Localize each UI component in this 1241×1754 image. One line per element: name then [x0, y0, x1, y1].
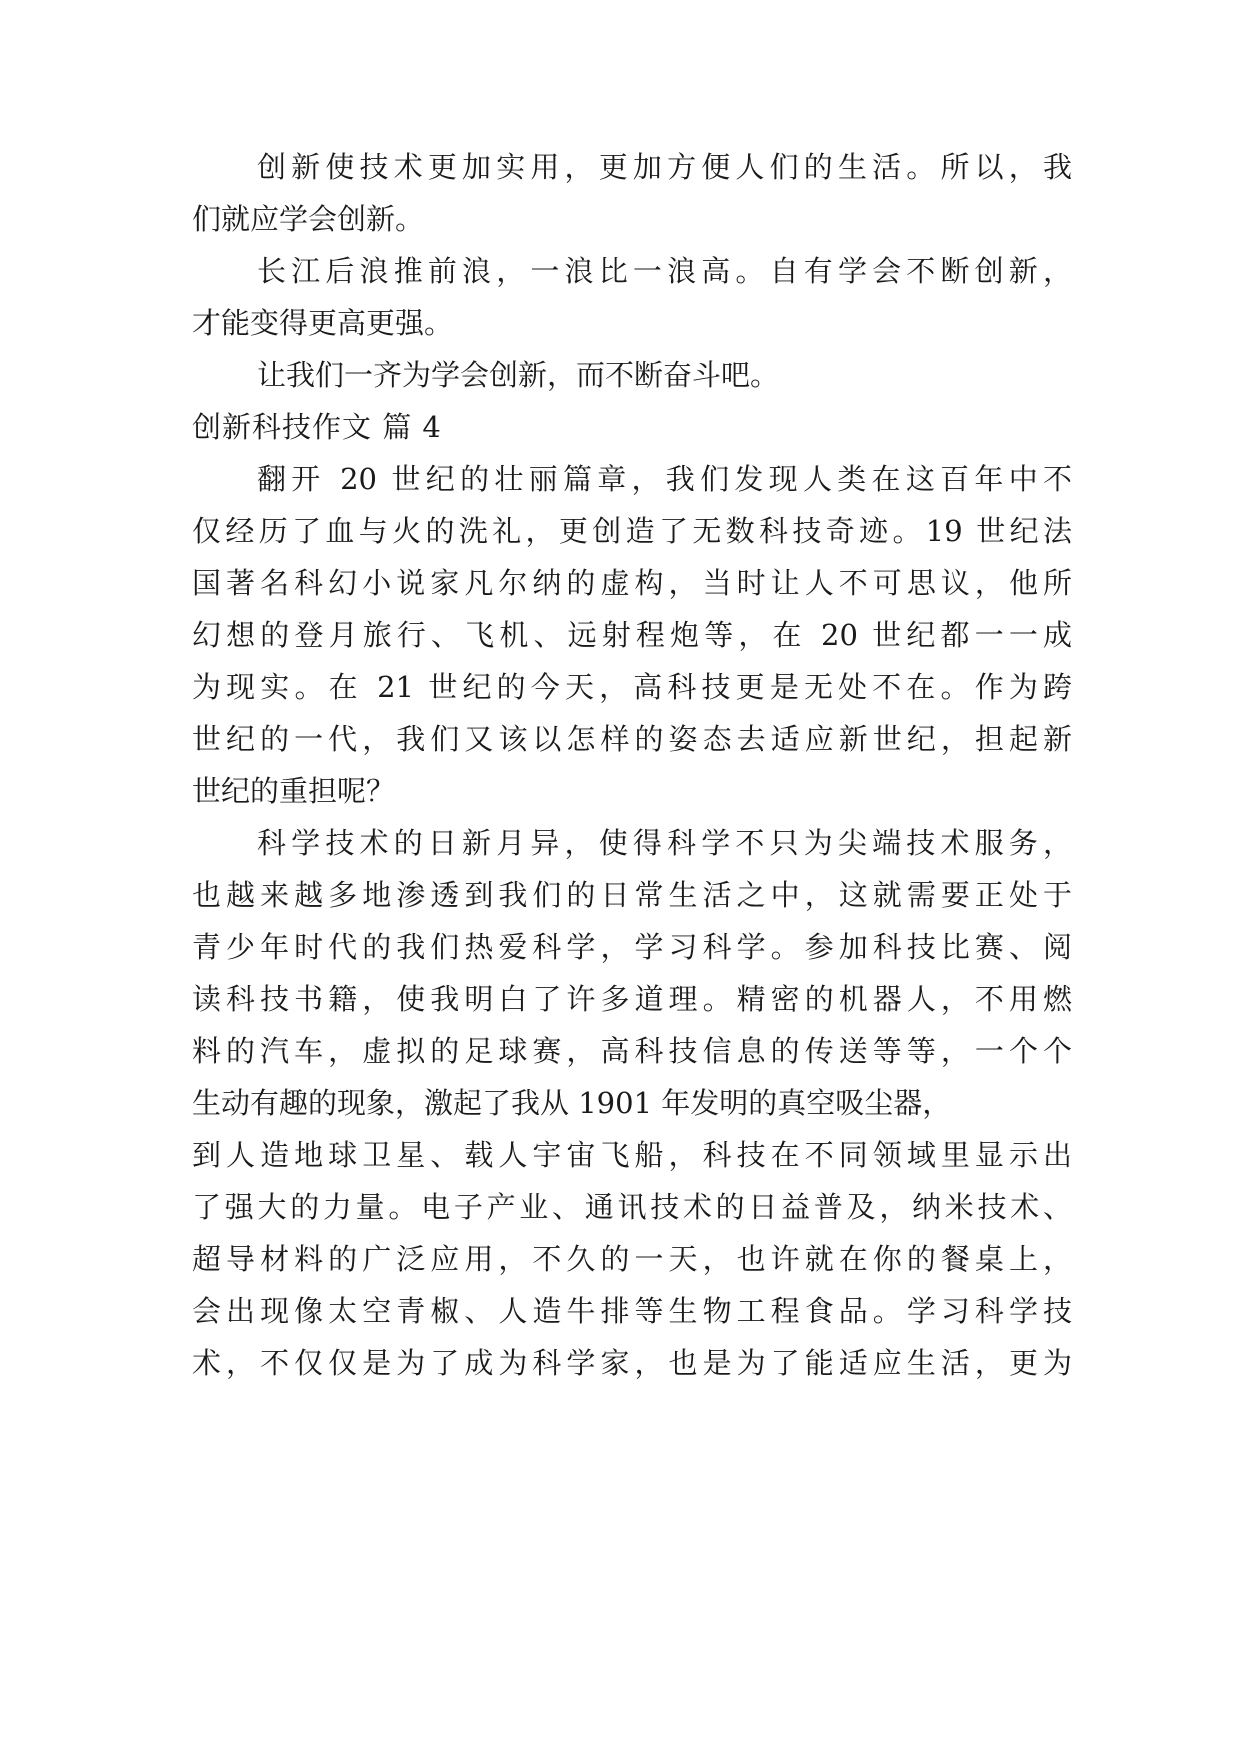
paragraph-line: 幻想的登月旅行、飞机、远射程炮等，在 20 世纪都一一成 [192, 618, 1072, 652]
paragraph-line: 也越来越多地渗透到我们的日常生活之中，这就需要正处于 [192, 878, 1072, 912]
paragraph-line: 长江后浪推前浪，一浪比一浪高。自有学会不断创新， [257, 254, 1072, 288]
paragraph-line: 世纪的重担呢？ [192, 774, 396, 808]
paragraph-line: 们就应学会创新。 [192, 202, 425, 236]
paragraph-line: 了强大的力量。电子产业、通讯技术的日益普及，纳米技术、 [192, 1190, 1072, 1224]
paragraph-line: 会出现像太空青椒、人造牛排等生物工程食品。学习科学技 [192, 1294, 1072, 1328]
paragraph-line: 为现实。在 21 世纪的今天，高科技更是无处不在。作为跨 [192, 670, 1072, 704]
paragraph-line: 翻开 20 世纪的壮丽篇章，我们发现人类在这百年中不 [257, 462, 1072, 496]
paragraph-line: 让我们一齐为学会创新，而不断奋斗吧。 [257, 358, 780, 392]
paragraph-line: 术，不仅仅是为了成为科学家，也是为了能适应生活，更为 [192, 1346, 1072, 1380]
paragraph-line: 世纪的一代，我们又该以怎样的姿态去适应新世纪，担起新 [192, 722, 1072, 756]
paragraph-line: 超导材料的广泛应用，不久的一天，也许就在你的餐桌上， [192, 1242, 1072, 1276]
paragraph-line: 读科技书籍，使我明白了许多道理。精密的机器人，不用燃 [192, 982, 1072, 1016]
paragraph-line: 青少年时代的我们热爱科学，学习科学。参加科技比赛、阅 [192, 930, 1072, 964]
paragraph-line: 到人造地球卫星、载人宇宙飞船，科技在不同领域里显示出 [192, 1138, 1072, 1172]
paragraph-line: 仅经历了血与火的洗礼，更创造了无数科技奇迹。19 世纪法 [192, 514, 1072, 548]
paragraph-line: 科学技术的日新月异，使得科学不只为尖端技术服务， [257, 826, 1072, 860]
section-heading: 创新科技作文 篇 4 [192, 410, 442, 444]
paragraph-line: 国著名科幻小说家凡尔纳的虚构，当时让人不可思议，他所 [192, 566, 1072, 600]
paragraph-line: 才能变得更高更强。 [192, 306, 454, 340]
paragraph-line: 料的汽车，虚拟的足球赛，高科技信息的传送等等，一个个 [192, 1034, 1072, 1068]
paragraph-line: 创新使技术更加实用，更加方便人们的生活。所以，我 [257, 150, 1072, 184]
paragraph-line: 生动有趣的现象，激起了我从 1901 年发明的真空吸尘器， [192, 1086, 952, 1120]
